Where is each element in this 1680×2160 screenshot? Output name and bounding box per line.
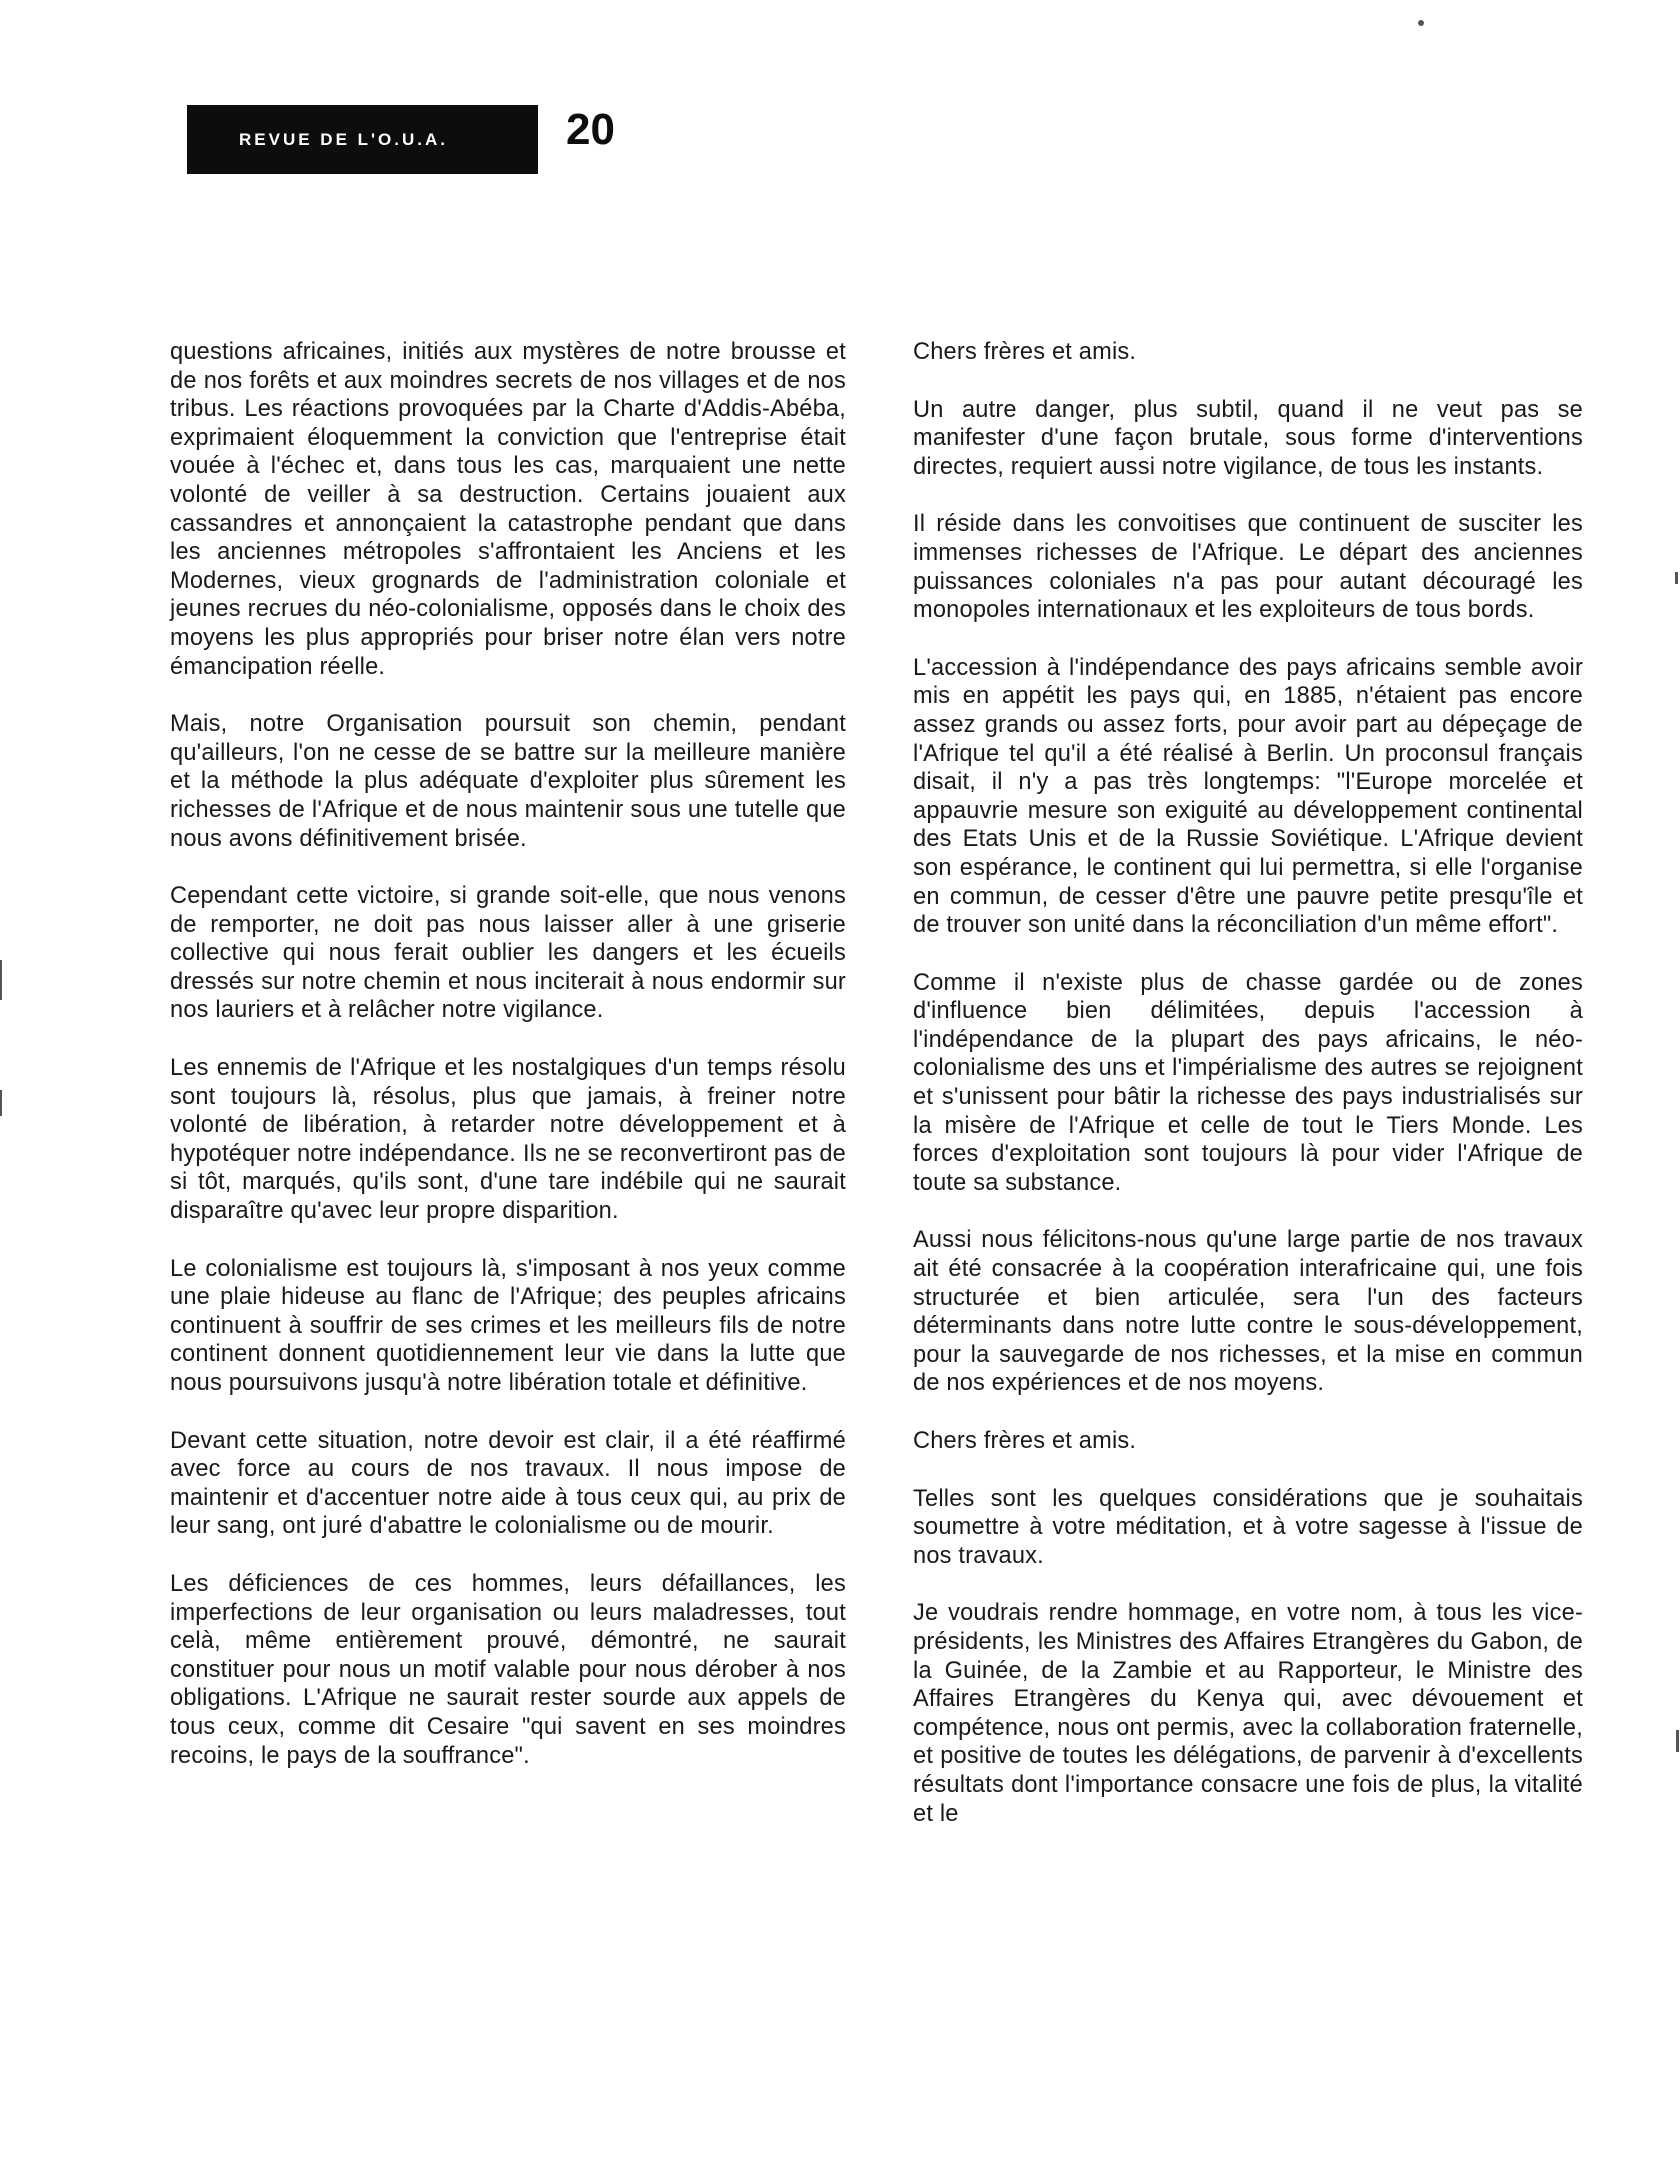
journal-header-bar <box>187 105 538 174</box>
paragraph: Le colonialisme est toujours là, s'imposant à nos yeux comme une plaie hideuse au flanc de l'Afrique; des peuples africains continuent à souffrir de ses crimes et les meilleurs fils de notre continent donnent quotidiennement leur vie dans la lutte que nous poursuivons jusqu'à notre libération totale et définitive. <box>170 1255 846 1396</box>
scan-margin-mark <box>1676 1730 1679 1752</box>
journal-title: REVUE DE L'O.U.A. <box>239 129 449 149</box>
paragraph: Mais, notre Organisation poursuit son chemin, pendant qu'ailleurs, l'on ne cesse de se battre sur la meilleure manière et la méthode la plus adéquate d'exploiter plus sûrement les richesses de l'Afrique et de nous maintenir sous une tutelle que nous avons définitivement brisée. <box>170 711 846 852</box>
paragraph: L'accession à l'indépendance des pays africains semble avoir mis en appétit les pays qui, en 1885, n'étaient pas encore assez grands ou assez forts, pour avoir part au dépeçage de l'Afrique tel qu'il a été réalisé à Berlin. Un proconsul français disait, il n'y a pas très longtemps: "l'Europe morcelée et appauvrie mesure son exiguité au développement continental des Etats Unis et de la Russie Soviétique. L'Afrique devient son espérance, le continent qui lui permettra, si elle l'organise en commun, de cesser d'être une pauvre petite presqu'île et de trouver son unité dans la réconciliation d'un même effort". <box>913 654 1583 939</box>
scan-margin-mark <box>1675 572 1678 584</box>
scan-margin-mark <box>0 960 2 1000</box>
paragraph: Comme il n'existe plus de chasse gardée ou de zones d'influence bien délimitées, depuis l'accession à l'indépendance de la plupart des pays africains, le néo-colonialisme des uns et l'impérialisme des autres se rejoignent et s'unissent pour bâtir la richesse des pays industrialisés sur la misère de l'Afrique et celle de tout le Tiers Monde. Les forces d'exploitation sont toujours là pour vider l'Afrique de toute sa substance. <box>913 969 1583 1196</box>
left-column <box>170 338 846 1770</box>
paragraph: Je voudrais rendre hommage, en votre nom, à tous les vice-présidents, les Ministres des Affaires Etrangères du Gabon, de la Guinée, de la Zambie et au Rapporteur, le Ministre des Affaires Etrangères du Kenya qui, avec dévouement et compétence, nous ont permis, avec la collaboration fraternelle, et positive de toutes les délégations, de parvenir à d'excellents résultats dont l'importance consacre une fois de plus, la vitalité et le <box>913 1600 1583 1827</box>
paragraph: Devant cette situation, notre devoir est clair, il a été réaffirmé avec force au cours de nos travaux. Il nous impose de maintenir et d'accentuer notre aide à tous ceux qui, au prix de leur sang, ont juré d'abattre le colonialisme ou de mourir. <box>170 1427 846 1540</box>
paragraph: Telles sont les quelques considérations que je souhaitais soumettre à votre méditation, et à votre sagesse à l'issue de nos travaux. <box>913 1485 1583 1569</box>
paragraph: Chers frères et amis. <box>913 339 1137 365</box>
paragraph: Aussi nous félicitons-nous qu'une large partie de nos travaux ait été consacrée à la coopération interafricaine qui, une fois structurée et bien articulée, sera l'un des facteurs déterminants dans notre lutte contre le sous-développement, pour la sauvegarde de nos richesses, et la mise en commun de nos expériences et de nos moyens. <box>913 1227 1583 1397</box>
paragraph: questions africaines, initiés aux mystères de notre brousse et de nos forêts et aux moindres secrets de nos villages et de nos tribus. Les réactions provoquées par la Charte d'Addis-Abéba, exprimaient éloquemment la conviction que l'entreprise était vouée à l'échec et, dans tous les cas, marquaient une nette volonté de veiller à sa destruction. Certains jouaient aux cassandres et annonçaient la catastrophe pendant que dans les anciennes métropoles s'affrontaient les Anciens et les Modernes, vieux grognards de l'administration coloniale et jeunes recrues du néo-colonialisme, opposés dans le choix des moyens les plus appropriés pour briser notre élan vers notre émancipation réelle. <box>170 339 846 680</box>
paragraph: Les ennemis de l'Afrique et les nostalgiques d'un temps résolu sont toujours là, résolus, plus que jamais, à freiner notre volonté de libération, à retarder notre développement et à hypotéquer notre indépendance. Ils ne se reconvertiront pas de si tôt, marqués, qu'ils sont, d'une tare indébile qui ne saurait disparaître qu'avec leur propre disparition. <box>170 1055 846 1225</box>
paragraph: Cependant cette victoire, si grande soit-elle, que nous venons de remporter, ne doit pas nous laisser aller à une griserie collective qui nous ferait oublier les dangers et les écueils dressés sur notre chemin et nous inciterait à nous endormir sur nos lauriers et à relâcher notre vigilance. <box>170 883 846 1024</box>
paragraph: Il réside dans les convoitises que continuent de susciter les immenses richesses de l'Afrique. Le départ des anciennes puissances coloniales n'a pas pour autant découragé les monopoles internationaux et les exploiteurs de tous bords. <box>913 511 1583 624</box>
scan-margin-mark <box>0 1090 2 1116</box>
right-column <box>913 338 1583 1828</box>
paragraph: Chers frères et amis. <box>913 1428 1137 1454</box>
paragraph: Un autre danger, plus subtil, quand il ne veut pas se manifester d'une façon brutale, sous forme d'interventions directes, requiert aussi notre vigilance, de tous les instants. <box>913 396 1583 480</box>
paragraph: Les déficiences de ces hommes, leurs défaillances, les imperfections de leur organisation ou leurs maladresses, tout celà, même entièrement prouvé, démontré, ne saurait constituer pour nous un motif valable pour nous dérober à nos obligations. L'Afrique ne saurait rester sourde aux appels de tous ceux, comme dit Cesaire "qui savent en ses moindres recoins, le pays de la souffrance". <box>170 1570 846 1769</box>
scan-speck <box>1418 20 1424 26</box>
page-number: 20 <box>566 105 615 154</box>
